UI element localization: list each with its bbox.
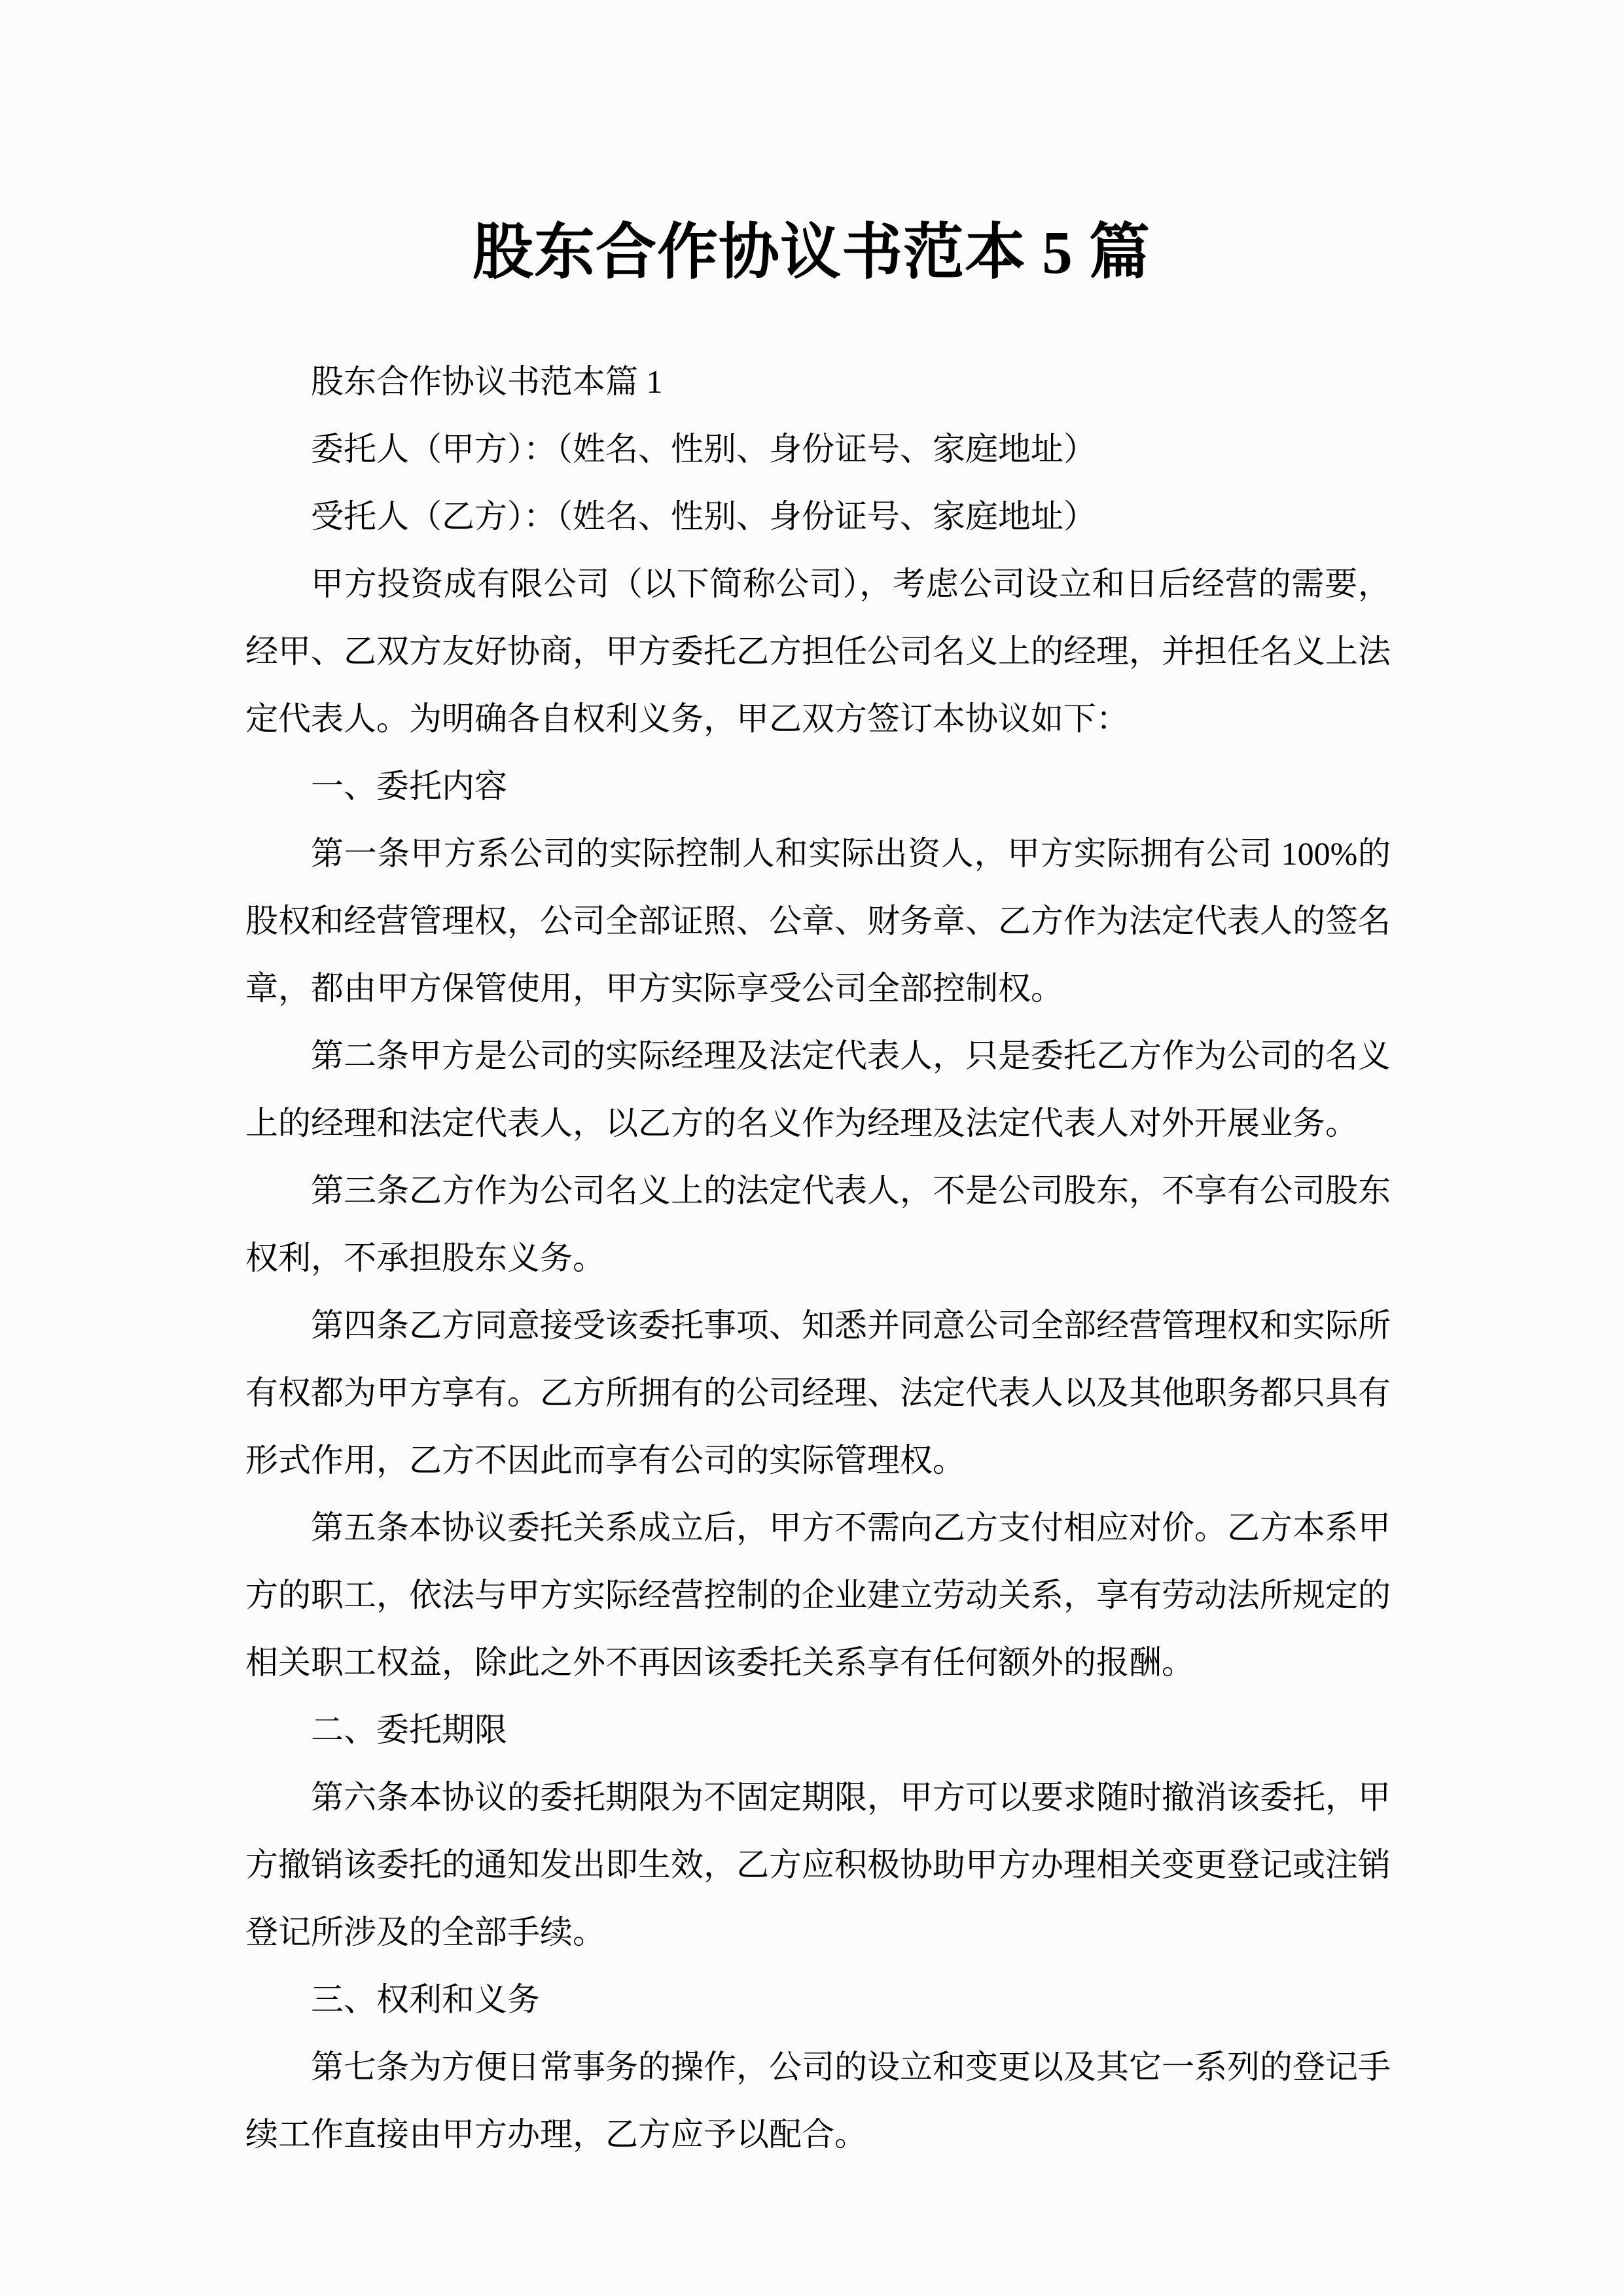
paragraph-trustee: 受托人（乙方）：（姓名、性别、身份证号、家庭地址） — [311, 498, 1096, 535]
paragraph-article-1: 第一条甲方系公司的实际控制人和实际出资人，甲方实际拥有公司 100%的股权和经营管理权，公司全部证照、公章、财务章、乙方作为法定代表人的签名章，都由甲方保管使用，甲方实际享受公司全部控制权。 — [245, 835, 1391, 1007]
paragraph-article-2: 第二条甲方是公司的实际经理及法定代表人，只是委托乙方作为公司的名义上的经理和法定代表人，以乙方的名义作为经理及法定代表人对外开展业务。 — [245, 1037, 1391, 1141]
paragraph-article-4: 第四条乙方同意接受该委托事项、知悉并同意公司全部经营管理权和实际所有权都为甲方享有。乙方所拥有的公司经理、法定代表人以及其他职务都只具有形式作用，乙方不因此而享有公司的实际管理权。 — [245, 1307, 1391, 1479]
document-title: 股东合作协议书范本 5 篇 — [473, 219, 1150, 287]
paragraph-article-6: 第六条本协议的委托期限为不固定期限，甲方可以要求随时撤消该委托，甲方撤销该委托的通知发出即生效，乙方应积极协助甲方办理相关变更登记或注销登记所涉及的全部手续。 — [245, 1779, 1391, 1950]
section-heading-3: 三、权利和义务 — [311, 1981, 540, 2018]
section-heading-1: 一、委托内容 — [311, 768, 507, 804]
paragraph-preamble: 甲方投资成有限公司（以下简称公司），考虑公司设立和日后经营的需要，经甲、乙双方友好协商，甲方委托乙方担任公司名义上的经理，并担任名义上法定代表人。为明确各自权利义务，甲乙双方签订本协议如下： — [245, 565, 1391, 737]
paragraph-principal: 委托人（甲方）：（姓名、性别、身份证号、家庭地址） — [311, 431, 1096, 467]
paragraph-subtitle: 股东合作协议书范本篇 1 — [311, 363, 663, 400]
paragraph-article-3: 第三条乙方作为公司名义上的法定代表人，不是公司股东，不享有公司股东权利，不承担股东义务。 — [245, 1172, 1391, 1276]
document-body — [245, 348, 1391, 2168]
section-heading-2: 二、委托期限 — [311, 1712, 507, 1748]
paragraph-article-7: 第七条为方便日常事务的操作，公司的设立和变更以及其它一系列的登记手续工作直接由甲方办理，乙方应予以配合。 — [245, 2049, 1391, 2153]
paragraph-article-5: 第五条本协议委托关系成立后，甲方不需向乙方支付相应对价。乙方本系甲方的职工，依法与甲方实际经营控制的企业建立劳动关系，享有劳动法所规定的相关职工权益，除此之外不再因该委托关系享有任何额外的报酬。 — [245, 1509, 1391, 1681]
